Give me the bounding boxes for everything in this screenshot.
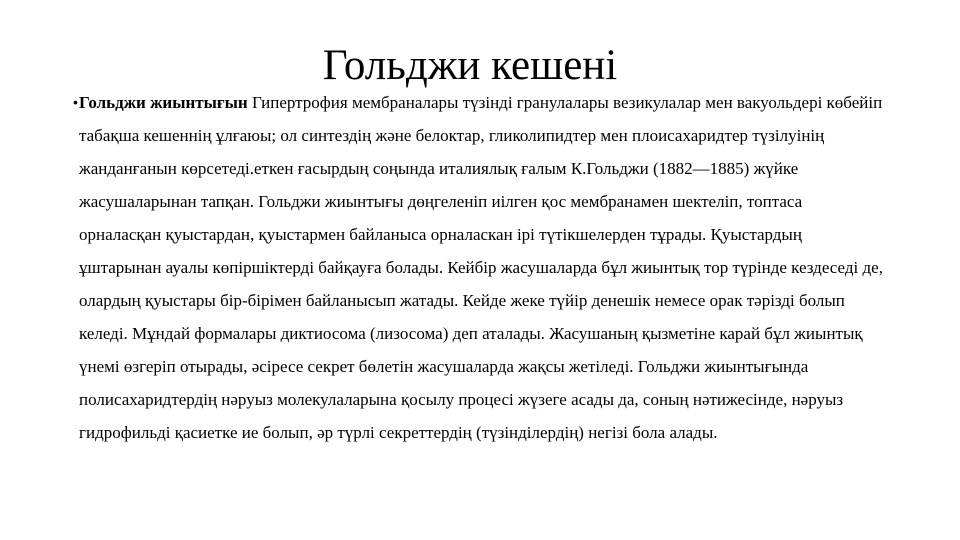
bullet-paragraph	[76, 86, 888, 449]
slide-title: Гольджи кешені	[322, 42, 618, 89]
bullet-marker: •	[73, 94, 78, 110]
bullet-term: Гольджи жиынтығын	[79, 93, 248, 112]
slide-body	[73, 86, 888, 449]
bullet-text: Гипертрофия мембраналары түзінді гранулалары везикулалар мен вакуольдері көбейіп табақша кешеннің ұлғаюы; ол синтездің және белоктар, гликолипидтер мен плоисахаридтер түзілуінің жанданғанын көрсетеді.еткен ғасырдың соңында италиялық ғалым К.Гольджи (1882—1885) жүйке жасушаларынан тапқан. Гольджи жиынтығы дөңгеленіп иілген қос мембранамен шектеліп, топтаса орналасқан қуыстардан, қуыстармен байланыса орналаскан ірі түтікшелерден тұрады. Қуыстардың ұштарынан ауалы көпіршіктерді байқауға болады. Кейбір жасушаларда бұл жиынтық тор түрінде кездеседі де, олардың қуыстары бір-бірімен байланысып жатады. Кейде жеке түйір денешік немесе орак тәрізді болып келеді. Мұндай формалары диктиосома (лизосома) деп аталады. Жасушаның қызметіне карай бұл жиынтық үнемі өзгеріп отырады, әсіресе секрет бөлетін жасушаларда жақсы жетіледі. Гольджи жиынтығында полисахаридтердің нәруыз молекулаларына қосылу процесі жүзеге асады да, соның нәтижесінде, нәруыз гидрофильді қасиетке ие болып, әр түрлі секреттердің (түзінділердің) негізі бола алады.	[79, 93, 883, 442]
